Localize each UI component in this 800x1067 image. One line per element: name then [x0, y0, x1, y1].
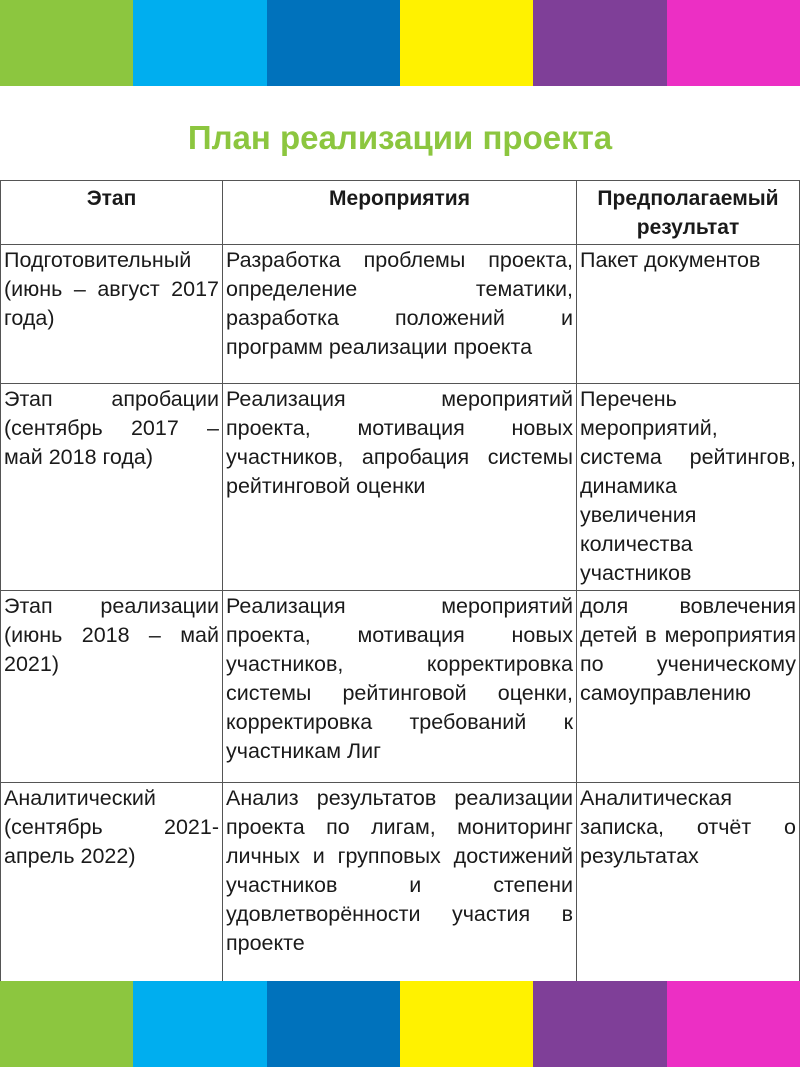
cell-stage: Аналитический (сентябрь 2021-апрель 2022) [1, 783, 223, 992]
cell-activities: Разработка проблемы проекта, определение тематики, разработка положений и программ реализации проекта [223, 245, 577, 384]
cell-result: Пакет документов [577, 245, 800, 384]
stripe-band-blue [267, 981, 400, 1067]
top-color-stripe [0, 0, 800, 86]
table-row [1, 783, 800, 992]
header-stage: Этап [1, 181, 223, 245]
project-plan-table [0, 180, 800, 992]
cell-stage: Подготовительный (июнь – август 2017 года) [1, 245, 223, 384]
cell-result: доля вовлечения детей в мероприятия по ученическому самоуправлению [577, 591, 800, 783]
stripe-band-blue [267, 0, 400, 86]
cell-stage: Этап реализации (июнь 2018 – май 2021) [1, 591, 223, 783]
bottom-color-stripe [0, 981, 800, 1067]
stripe-band-cyan [133, 981, 266, 1067]
cell-activities: Анализ результатов реализации проекта по лигам, мониторинг личных и групповых достижений участников и степени удовлетворённости участия в проекте [223, 783, 577, 992]
cell-activities: Реализация мероприятий проекта, мотивация новых участников, корректировка системы рейтинговой оценки, корректировка требований к участникам Лиг [223, 591, 577, 783]
stripe-band-purple [533, 981, 666, 1067]
cell-activities: Реализация мероприятий проекта, мотивация новых участников, апробация системы рейтинговой оценки [223, 384, 577, 591]
stripe-band-magenta [667, 981, 800, 1067]
table-header-row [1, 181, 800, 245]
cell-result: Аналитическая записка, отчёт о результатах [577, 783, 800, 992]
stripe-band-cyan [133, 0, 266, 86]
cell-result: Перечень мероприятий, система рейтингов, динамика увеличения количества участников [577, 384, 800, 591]
table-row [1, 245, 800, 384]
stripe-band-magenta [667, 0, 800, 86]
stripe-band-purple [533, 0, 666, 86]
table-row [1, 591, 800, 783]
cell-stage: Этап апробации (сентябрь 2017 – май 2018 года) [1, 384, 223, 591]
stripe-band-green [0, 981, 133, 1067]
stripe-band-green [0, 0, 133, 86]
header-activities: Мероприятия [223, 181, 577, 245]
page-title: План реализации проекта [187, 119, 613, 156]
table-row [1, 384, 800, 591]
stripe-band-yellow [400, 981, 533, 1067]
stripe-band-yellow [400, 0, 533, 86]
header-result: Предполагаемый результат [577, 181, 800, 245]
